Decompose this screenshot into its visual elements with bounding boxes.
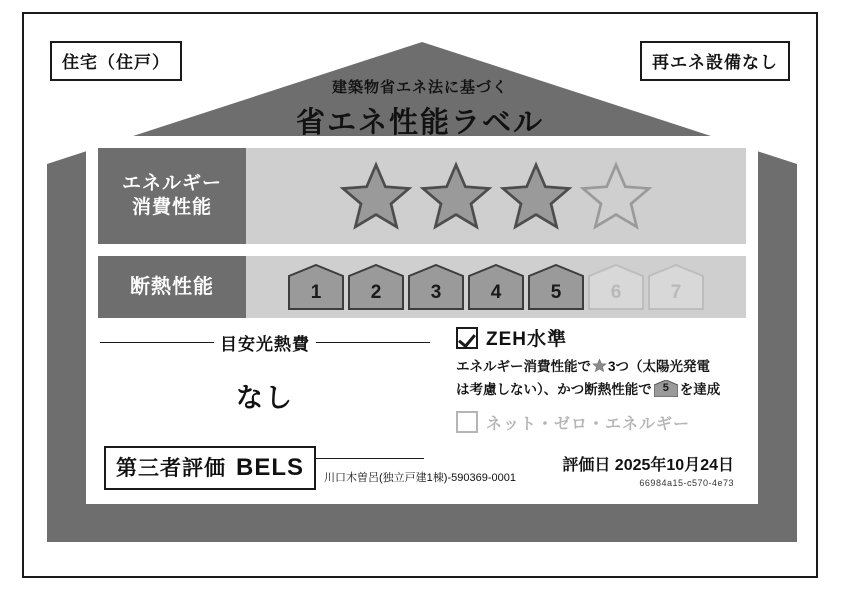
label-sheet xyxy=(22,12,818,578)
zeh-block xyxy=(456,324,746,434)
utility-cost-heading xyxy=(100,330,430,355)
evaluation-info xyxy=(562,452,734,488)
utility-cost-label: 目安光熱費 xyxy=(220,335,310,354)
insulation-grade-value: 5 xyxy=(550,282,562,303)
insulation-performance-row xyxy=(98,256,746,318)
insulation-grade-1 xyxy=(288,264,344,310)
heading-rule-left xyxy=(100,342,214,343)
insulation-grade-value: 3 xyxy=(430,282,442,303)
zeh-desc-part2: は考慮しない）、かつ断熱性能で xyxy=(456,381,652,397)
evaluation-date xyxy=(562,452,734,475)
evaluation-date-value: 2025年10月24日 xyxy=(614,457,734,474)
energy-label-line1: エネルギー xyxy=(121,173,222,195)
zeh-inline-grade-value: 5 xyxy=(662,381,669,394)
net-zero-energy-checkbox xyxy=(456,411,478,433)
bels-badge xyxy=(104,446,316,490)
star-empty-icon xyxy=(579,160,653,232)
evaluation-id: 66984a15-c570-4e73 xyxy=(639,478,734,488)
zeh-checkbox xyxy=(456,327,478,349)
insulation-grade-5 xyxy=(528,264,584,310)
heading-rule-right xyxy=(316,342,430,343)
insulation-grade-value: 7 xyxy=(670,282,682,303)
insulation-performance-label: 断熱性能 xyxy=(98,256,246,318)
zeh-description xyxy=(456,357,746,401)
energy-label-line2: 消費性能 xyxy=(131,197,212,218)
label-title xyxy=(24,76,816,141)
zeh-title-row xyxy=(456,324,746,351)
insulation-grade-7 xyxy=(648,264,704,310)
zeh-desc-stars: 3つ（太陽光発電 xyxy=(608,359,711,374)
insulation-grade-4 xyxy=(468,264,524,310)
star-filled-icon xyxy=(339,160,413,232)
zeh-inline-grade-badge xyxy=(654,380,678,397)
zeh-desc-part1: エネルギー消費性能で xyxy=(456,359,591,374)
net-zero-energy-row xyxy=(456,411,746,434)
bels-note: 川口木曽呂(独立戸建1棟)-590369-0001 xyxy=(324,472,516,484)
zeh-desc-part3: を達成 xyxy=(679,381,721,397)
utility-cost-value: なし xyxy=(236,383,294,413)
insulation-grade-6 xyxy=(588,264,644,310)
insulation-grade-value: 6 xyxy=(610,282,622,303)
insulation-grade-value: 2 xyxy=(370,282,382,303)
bels-footer xyxy=(104,446,516,490)
insulation-grade-value: 4 xyxy=(490,282,502,303)
energy-performance-row xyxy=(98,148,746,244)
zeh-inline-star-icon xyxy=(592,358,607,380)
energy-performance-label xyxy=(98,148,246,244)
tag-building-type: 住宅（住戸） xyxy=(50,41,182,81)
title-main: 省エネ性能ラベル xyxy=(295,107,544,139)
star-filled-icon xyxy=(499,160,573,232)
zeh-label: ZEH水準 xyxy=(486,329,568,350)
insulation-grade-2 xyxy=(348,264,404,310)
insulation-grade-scale xyxy=(246,256,746,318)
insulation-grade-value: 1 xyxy=(310,282,322,303)
star-filled-icon xyxy=(419,160,493,232)
tag-renewable-energy: 再エネ設備なし xyxy=(640,41,790,81)
content-panel xyxy=(86,136,758,504)
energy-star-rating xyxy=(246,148,746,244)
bels-en-text: BELS xyxy=(236,454,305,481)
evaluation-date-label: 評価日 xyxy=(562,457,611,474)
insulation-grade-3 xyxy=(408,264,464,310)
bels-jp-text: 第三者評価 xyxy=(116,457,226,480)
title-subtitle: 建築物省エネ法に基づく xyxy=(331,79,508,96)
net-zero-energy-label: ネット・ゼロ・エネルギー xyxy=(486,415,691,433)
